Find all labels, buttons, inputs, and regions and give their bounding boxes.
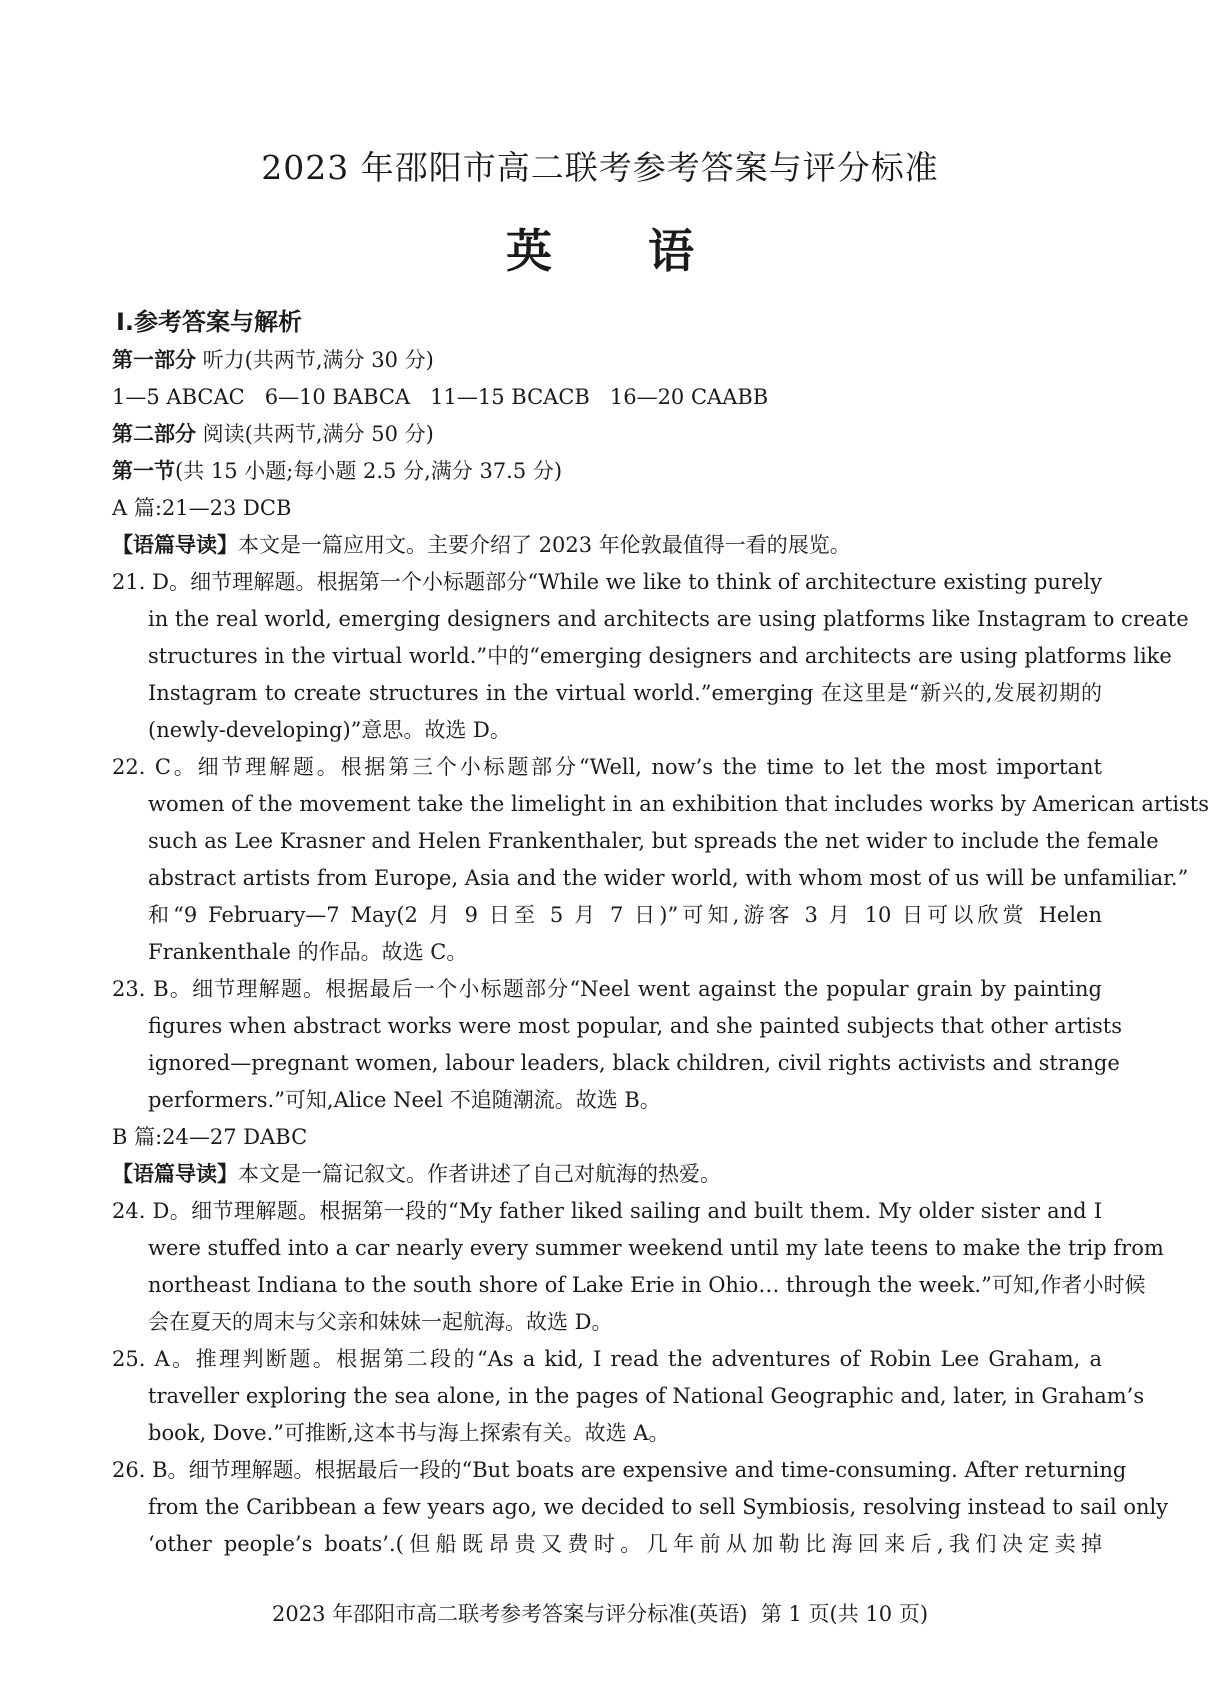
q22-line: abstract artists from Europe, Asia and the wider world, with whom most of us will be unfamiliar.” bbox=[148, 866, 1189, 890]
q24-line: northeast Indiana to the south shore of Lake Erie in Ohio… through the week.”可知,作者小时候 bbox=[148, 1273, 1146, 1297]
document-title: 2023 年邵阳市高二联考参考答案与评分标准 bbox=[261, 148, 939, 187]
q24-line: 24. D。细节理解题。根据第一段的“My father liked sailing and built them. My older sister and I bbox=[112, 1199, 1102, 1223]
q22-line: Frankenthale 的作品。故选 C。 bbox=[148, 940, 468, 964]
q26-line: 26. B。细节理解题。根据最后一段的“But boats are expensive and time-consuming. After returning bbox=[112, 1458, 1127, 1482]
section-one-heading bbox=[112, 453, 1102, 490]
question-21 bbox=[112, 564, 1189, 749]
q25-line: book, Dove.”可推断,这本书与海上探索有关。故选 A。 bbox=[148, 1421, 670, 1445]
q22-line: such as Lee Krasner and Helen Frankenthaler, but spreads the net wider to include the female bbox=[148, 829, 1159, 853]
q25-line: 25. A。推理判断题。根据第二段的“As a kid, I read the adventures of Robin Lee Graham, a bbox=[112, 1347, 1102, 1371]
q21-line: structures in the virtual world.”中的“emerging designers and architects are using platforms like bbox=[148, 644, 1172, 668]
q21-line: Instagram to create structures in the virtual world.”emerging 在这里是“新兴的,发展初期的 bbox=[148, 681, 1102, 705]
q21-line: (newly-developing)”意思。故选 D。 bbox=[148, 718, 511, 742]
passage-a-range: A 篇:21—23 DCB bbox=[112, 496, 292, 520]
q22-line: women of the movement take the limelight in an exhibition that includes works by American artists bbox=[148, 792, 1209, 816]
document-body bbox=[112, 302, 1209, 1563]
q22-line: 22. C。细节理解题。根据第三个小标题部分“Well, now’s the time to let the most important bbox=[112, 755, 1102, 779]
section-one-rest: (共 15 小题;每小题 2.5 分,满分 37.5 分) bbox=[175, 459, 563, 483]
part2-label: 第二部分 bbox=[112, 422, 196, 446]
section-heading: Ⅰ.参考答案与解析 bbox=[116, 308, 303, 336]
question-22 bbox=[112, 749, 1209, 971]
q24-line: were stuffed into a car nearly every summer weekend until my late teens to make the trip from bbox=[148, 1236, 1164, 1260]
q26-line: from the Caribbean a few years ago, we decided to sell Symbiosis, resolving instead to sail only bbox=[148, 1495, 1169, 1519]
question-25 bbox=[112, 1341, 1145, 1452]
guide-text: 本文是一篇应用文。主要介绍了 2023 年伦敦最值得一看的展览。 bbox=[238, 533, 851, 557]
part1-label: 第一部分 bbox=[112, 348, 196, 372]
passage-b-range: B 篇:24—27 DABC bbox=[112, 1125, 308, 1149]
section-one-label: 第一节 bbox=[112, 459, 175, 483]
q24-line: 会在夏天的周末与父亲和妹妹一起航海。故选 D。 bbox=[148, 1310, 613, 1334]
q26-line: ‘other people’s boats’.(但船既昂贵又费时。几年前从加勒比海回来后,我们决定卖掉 bbox=[148, 1532, 1102, 1556]
part1-heading bbox=[112, 342, 1102, 379]
question-26 bbox=[112, 1452, 1169, 1563]
part1-rest: 听力(共两节,满分 30 分) bbox=[196, 348, 434, 372]
q21-line: 21. D。细节理解题。根据第一个小标题部分“While we like to think of architecture existing purely bbox=[112, 570, 1102, 594]
part2-heading bbox=[112, 416, 1102, 453]
q23-line: 23. B。细节理解题。根据最后一个小标题部分“Neel went against the popular grain by painting bbox=[112, 977, 1102, 1001]
page-footer: 2023 年邵阳市高二联考参考答案与评分标准(英语) 第 1 页(共 10 页) bbox=[271, 1602, 929, 1626]
guide-label: 【语篇导读】 bbox=[112, 1162, 238, 1186]
question-24 bbox=[112, 1193, 1164, 1341]
passage-a-guide bbox=[112, 527, 1102, 564]
guide-label: 【语篇导读】 bbox=[112, 533, 238, 557]
passage-b-guide bbox=[112, 1156, 1102, 1193]
subject-heading: 英 语 bbox=[505, 224, 734, 278]
q22-line: 和“9 February—7 May(2 月 9 日至 5 月 7 日)”可知,游客 3 月 10 日可以欣赏 Helen bbox=[148, 903, 1102, 927]
q23-line: figures when abstract works were most popular, and she painted subjects that other artists bbox=[148, 1014, 1122, 1038]
question-23 bbox=[112, 971, 1122, 1119]
guide-text: 本文是一篇记叙文。作者讲述了自己对航海的热爱。 bbox=[238, 1162, 721, 1186]
part2-rest: 阅读(共两节,满分 50 分) bbox=[196, 422, 434, 446]
q25-line: traveller exploring the sea alone, in the pages of National Geographic and, later, in Graham’s bbox=[148, 1384, 1145, 1408]
q23-line: performers.”可知,Alice Neel 不追随潮流。故选 B。 bbox=[148, 1088, 661, 1112]
q23-line: ignored—pregnant women, labour leaders, black children, civil rights activists and strange bbox=[148, 1051, 1120, 1075]
q21-line: in the real world, emerging designers and architects are using platforms like Instagram to create bbox=[148, 607, 1189, 631]
listening-answers: 1—5 ABCAC 6—10 BABCA 11—15 BCACB 16—20 CAABB bbox=[112, 385, 769, 409]
